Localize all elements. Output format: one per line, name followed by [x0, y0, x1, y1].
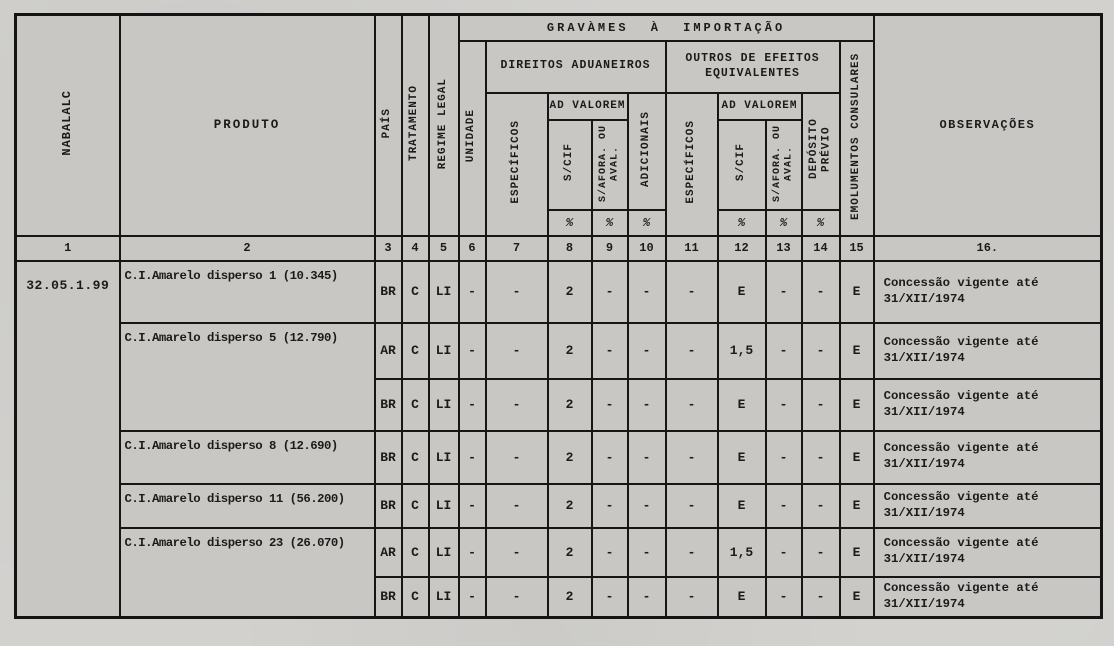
cell-emolumentos: E	[840, 379, 874, 431]
header-especificos-1-label: ESPECÍFICOS	[509, 120, 522, 204]
header-deposito-previo-label: DEPÓSITO PRÉVIO	[807, 118, 833, 180]
cell-pais: BR	[375, 431, 402, 484]
cell-safora-1: -	[592, 261, 628, 323]
header-outros-efeitos: OUTROS DE EFEITOS EQUIVALENTES	[666, 41, 840, 93]
header-adicionais	[628, 93, 666, 210]
header-unidade-label: UNIDADE	[465, 109, 478, 163]
cell-tratamento: C	[402, 261, 429, 323]
cell-product: C.I.Amarelo disperso 5 (12.790)	[120, 323, 375, 431]
cell-safora-2: -	[766, 484, 802, 528]
cell-regime: LI	[429, 261, 459, 323]
header-safora-2	[766, 120, 802, 210]
col-number-14: 14	[802, 236, 840, 261]
cell-emolumentos: E	[840, 431, 874, 484]
header-scif-2-label: S/CIF	[734, 143, 747, 182]
cell-especificos-1: -	[486, 431, 548, 484]
scanned-tariff-document-page	[0, 13, 1114, 646]
header-deposito-previo	[802, 93, 840, 210]
cell-safora-2: -	[766, 431, 802, 484]
cell-unidade: -	[459, 379, 486, 431]
cell-especificos-2: -	[666, 431, 718, 484]
header-nabalalc-label: NABALALC	[60, 90, 75, 157]
cell-tratamento: C	[402, 323, 429, 379]
col-number-11: 11	[666, 236, 718, 261]
cell-observacoes: Concessão vigente até 31/XII/1974	[874, 484, 1102, 528]
cell-safora-1: -	[592, 431, 628, 484]
cell-observacoes: Concessão vigente até 31/XII/1974	[874, 261, 1102, 323]
cell-especificos-2: -	[666, 484, 718, 528]
col-number-16: 16.	[874, 236, 1102, 261]
col-number-10: 10	[628, 236, 666, 261]
cell-tratamento: C	[402, 379, 429, 431]
cell-scif-1: 2	[548, 431, 592, 484]
cell-scif-1: 2	[548, 261, 592, 323]
cell-emolumentos: E	[840, 577, 874, 618]
cell-especificos-1: -	[486, 577, 548, 618]
cell-deposito: -	[802, 379, 840, 431]
cell-observacoes: Concessão vigente até 31/XII/1974	[874, 379, 1102, 431]
cell-observacoes: Concessão vigente até 31/XII/1974	[874, 431, 1102, 484]
header-pais	[375, 15, 402, 236]
cell-safora-1: -	[592, 379, 628, 431]
cell-regime: LI	[429, 577, 459, 618]
col-number-9: 9	[592, 236, 628, 261]
cell-adicionais: -	[628, 323, 666, 379]
cell-especificos-1: -	[486, 528, 548, 577]
header-adicionais-label: ADICIONAIS	[639, 110, 652, 187]
cell-adicionais: -	[628, 261, 666, 323]
table-row	[16, 528, 1102, 577]
cell-especificos-2: -	[666, 379, 718, 431]
cell-emolumentos: E	[840, 484, 874, 528]
cell-adicionais: -	[628, 528, 666, 577]
cell-adicionais: -	[628, 484, 666, 528]
table-row	[16, 323, 1102, 379]
header-pais-label: PAÍS	[381, 108, 394, 139]
cell-scif-2: 1,5	[718, 323, 766, 379]
cell-regime: LI	[429, 379, 459, 431]
cell-scif-1: 2	[548, 528, 592, 577]
header-safora-1-label: S/AFORA. OU AVAL.	[598, 124, 621, 202]
cell-regime: LI	[429, 431, 459, 484]
cell-unidade: -	[459, 261, 486, 323]
col-number-1: 1	[16, 236, 120, 261]
cell-deposito: -	[802, 528, 840, 577]
cell-scif-1: 2	[548, 323, 592, 379]
column-number-row	[16, 236, 1102, 261]
cell-scif-1: 2	[548, 484, 592, 528]
header-observacoes: OBSERVAÇÕES	[874, 15, 1102, 236]
cell-safora-1: -	[592, 577, 628, 618]
cell-product: C.I.Amarelo disperso 8 (12.690)	[120, 431, 375, 484]
cell-adicionais: -	[628, 379, 666, 431]
col-number-6: 6	[459, 236, 486, 261]
cell-regime: LI	[429, 484, 459, 528]
col-number-13: 13	[766, 236, 802, 261]
percent-deposito: %	[802, 210, 840, 236]
cell-regime: LI	[429, 528, 459, 577]
cell-safora-1: -	[592, 528, 628, 577]
cell-safora-2: -	[766, 379, 802, 431]
header-especificos-2-label: ESPECÍFICOS	[684, 120, 697, 204]
percent-adicionais: %	[628, 210, 666, 236]
header-gravames-importacao: GRAVÀMES À IMPORTAÇÃO	[459, 15, 874, 41]
header-safora-1	[592, 120, 628, 210]
cell-observacoes: Concessão vigente até 31/XII/1974	[874, 323, 1102, 379]
cell-safora-2: -	[766, 261, 802, 323]
cell-pais: BR	[375, 577, 402, 618]
cell-scif-2: E	[718, 379, 766, 431]
cell-scif-2: E	[718, 261, 766, 323]
col-number-4: 4	[402, 236, 429, 261]
cell-product: C.I.Amarelo disperso 23 (26.070)	[120, 528, 375, 618]
cell-unidade: -	[459, 484, 486, 528]
header-scif-2	[718, 120, 766, 210]
cell-safora-2: -	[766, 323, 802, 379]
table-row	[16, 431, 1102, 484]
cell-adicionais: -	[628, 431, 666, 484]
cell-regime: LI	[429, 323, 459, 379]
cell-scif-1: 2	[548, 379, 592, 431]
col-number-15: 15	[840, 236, 874, 261]
header-regime-legal	[429, 15, 459, 236]
cell-pais: BR	[375, 261, 402, 323]
cell-scif-1: 2	[548, 577, 592, 618]
percent-safora-2: %	[766, 210, 802, 236]
header-ad-valorem-2: AD VALOREM	[718, 93, 802, 120]
cell-unidade: -	[459, 323, 486, 379]
cell-tratamento: C	[402, 431, 429, 484]
cell-observacoes: Concessão vigente até 31/XII/1974	[874, 528, 1102, 577]
cell-especificos-1: -	[486, 484, 548, 528]
header-direitos-aduaneiros: DIREITOS ADUANEIROS	[486, 41, 666, 93]
header-tratamento-label: TRATAMENTO	[408, 85, 421, 162]
header-especificos-1	[486, 93, 548, 236]
cell-especificos-1: -	[486, 323, 548, 379]
cell-safora-2: -	[766, 577, 802, 618]
header-especificos-2	[666, 93, 718, 236]
header-tratamento	[402, 15, 429, 236]
cell-deposito: -	[802, 431, 840, 484]
cell-tratamento: C	[402, 577, 429, 618]
col-number-2: 2	[120, 236, 375, 261]
cell-scif-2: E	[718, 431, 766, 484]
cell-tratamento: C	[402, 528, 429, 577]
header-regime-legal-label: REGIME LEGAL	[436, 77, 449, 169]
percent-safora-1: %	[592, 210, 628, 236]
header-emolumentos-label: EMOLUMENTOS CONSULARES	[850, 52, 863, 220]
cell-pais: AR	[375, 323, 402, 379]
cell-emolumentos: E	[840, 261, 874, 323]
col-number-5: 5	[429, 236, 459, 261]
cell-pais: BR	[375, 484, 402, 528]
cell-product: C.I.Amarelo disperso 1 (10.345)	[120, 261, 375, 323]
header-nabalalc	[16, 15, 120, 236]
col-number-8: 8	[548, 236, 592, 261]
cell-especificos-1: -	[486, 379, 548, 431]
cell-product: C.I.Amarelo disperso 11 (56.200)	[120, 484, 375, 528]
cell-nabalalc-code: 32.05.1.99	[16, 261, 120, 618]
cell-especificos-2: -	[666, 528, 718, 577]
cell-safora-1: -	[592, 484, 628, 528]
header-unidade	[459, 41, 486, 236]
cell-especificos-2: -	[666, 323, 718, 379]
table-row	[16, 261, 1102, 323]
cell-safora-1: -	[592, 323, 628, 379]
table-row	[16, 15, 1102, 41]
cell-deposito: -	[802, 261, 840, 323]
header-emolumentos-consulares	[840, 41, 874, 236]
cell-observacoes: Concessão vigente até 31/XII/1974	[874, 577, 1102, 618]
table-row	[16, 484, 1102, 528]
cell-scif-2: E	[718, 577, 766, 618]
percent-scif-2: %	[718, 210, 766, 236]
col-number-7: 7	[486, 236, 548, 261]
cell-especificos-1: -	[486, 261, 548, 323]
cell-deposito: -	[802, 323, 840, 379]
header-produto: PRODUTO	[120, 15, 375, 236]
cell-scif-2: 1,5	[718, 528, 766, 577]
cell-unidade: -	[459, 577, 486, 618]
cell-pais: AR	[375, 528, 402, 577]
cell-scif-2: E	[718, 484, 766, 528]
col-number-12: 12	[718, 236, 766, 261]
header-scif-1-label: S/CIF	[562, 143, 575, 182]
cell-emolumentos: E	[840, 323, 874, 379]
cell-unidade: -	[459, 431, 486, 484]
cell-deposito: -	[802, 577, 840, 618]
cell-deposito: -	[802, 484, 840, 528]
percent-scif-1: %	[548, 210, 592, 236]
cell-especificos-2: -	[666, 261, 718, 323]
cell-adicionais: -	[628, 577, 666, 618]
cell-tratamento: C	[402, 484, 429, 528]
cell-safora-2: -	[766, 528, 802, 577]
cell-especificos-2: -	[666, 577, 718, 618]
header-scif-1	[548, 120, 592, 210]
header-safora-2-label: S/AFORA. OU AVAL.	[772, 124, 795, 202]
col-number-3: 3	[375, 236, 402, 261]
cell-emolumentos: E	[840, 528, 874, 577]
header-ad-valorem-1: AD VALOREM	[548, 93, 628, 120]
tariff-concessions-table	[14, 13, 1103, 619]
cell-unidade: -	[459, 528, 486, 577]
cell-pais: BR	[375, 379, 402, 431]
